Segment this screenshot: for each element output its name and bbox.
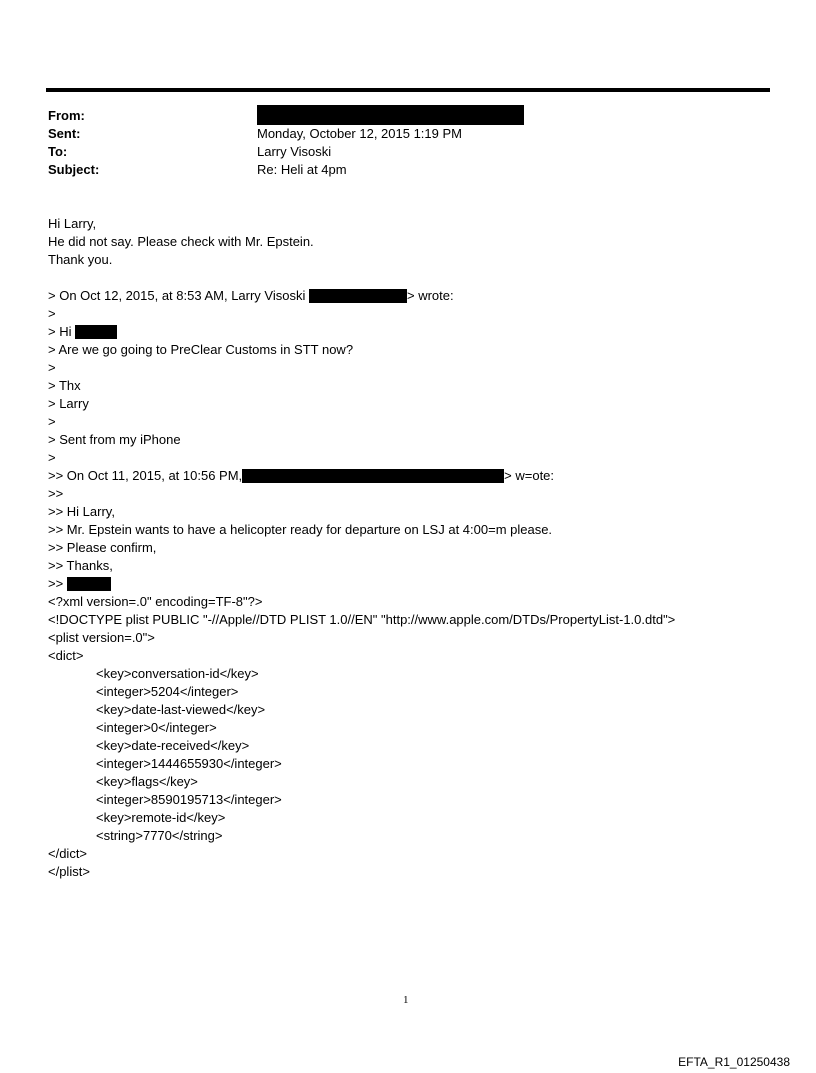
subject-value: Re: Heli at 4pm	[257, 162, 347, 177]
plist-line: </plist>	[48, 864, 90, 879]
quote-line: >> Mr. Epstein wants to have a helicopter ready for departure on LSJ at 4:00=m please.	[48, 522, 553, 537]
quote-line: >	[48, 414, 56, 429]
plist-line: <?xml version=.0" encoding=TF-8"?>	[48, 594, 263, 609]
redaction-block	[75, 325, 117, 339]
sent-value: Monday, October 12, 2015 1:19 PM	[257, 126, 462, 141]
subject-label: Subject:	[48, 162, 100, 177]
sent-label: Sent:	[48, 126, 81, 141]
redaction-block	[67, 577, 111, 591]
plist-line: <plist version=.0">	[48, 630, 155, 645]
plist-line: </dict>	[48, 846, 88, 861]
plist-line: <integer>8590195713</integer>	[96, 792, 282, 807]
redaction-block	[309, 289, 407, 303]
quote-line: >> On Oct 11, 2015, at 10:56 PM, > w=ote:	[48, 468, 555, 483]
quote-line: >	[48, 450, 56, 465]
plist-line: <integer>5204</integer>	[96, 684, 239, 699]
plist-line: <dict>	[48, 648, 84, 663]
plist-line: <key>date-last-viewed</key>	[96, 702, 266, 717]
body-line: Thank you.	[48, 252, 113, 267]
quote-line: > Larry	[48, 396, 89, 411]
header-divider	[46, 88, 770, 92]
from-value-redacted	[257, 105, 524, 127]
quote-line: >>	[48, 486, 64, 501]
plist-line: <key>remote-id</key>	[96, 810, 226, 825]
plist-line: <!DOCTYPE plist PUBLIC "-//Apple//DTD PLIST 1.0//EN" "http://www.apple.com/DTDs/PropertyList-1.0.dtd">	[48, 612, 676, 627]
quote-line: > Are we go going to PreClear Customs in STT now?	[48, 342, 354, 357]
page-number: 1	[403, 994, 409, 1006]
plist-line: <key>flags</key>	[96, 774, 198, 789]
quote-line: >	[48, 360, 56, 375]
quote-line: >> Please confirm,	[48, 540, 157, 555]
from-label: From:	[48, 108, 85, 123]
plist-line: <integer>0</integer>	[96, 720, 217, 735]
quote-line: >>	[48, 575, 111, 593]
quote-line: >	[48, 306, 56, 321]
plist-line: <key>date-received</key>	[96, 738, 250, 753]
document-id: EFTA_R1_01250438	[678, 1055, 790, 1069]
body-line: He did not say. Please check with Mr. Epstein.	[48, 234, 314, 249]
quote-line: > On Oct 12, 2015, at 8:53 AM, Larry Visoski > wrote:	[48, 288, 454, 303]
plist-line: <string>7770</string>	[96, 828, 223, 843]
quote-line: > Sent from my iPhone	[48, 432, 181, 447]
plist-line: <integer>1444655930</integer>	[96, 756, 282, 771]
to-value: Larry Visoski	[257, 144, 332, 159]
quote-line: > Hi	[48, 323, 117, 341]
body-line: Hi Larry,	[48, 216, 97, 231]
redaction-block	[242, 469, 504, 483]
quote-line: >> Thanks,	[48, 558, 113, 573]
plist-line: <key>conversation-id</key>	[96, 666, 259, 681]
quote-line: >> Hi Larry,	[48, 504, 115, 519]
quote-line: > Thx	[48, 378, 81, 393]
to-label: To:	[48, 144, 68, 159]
